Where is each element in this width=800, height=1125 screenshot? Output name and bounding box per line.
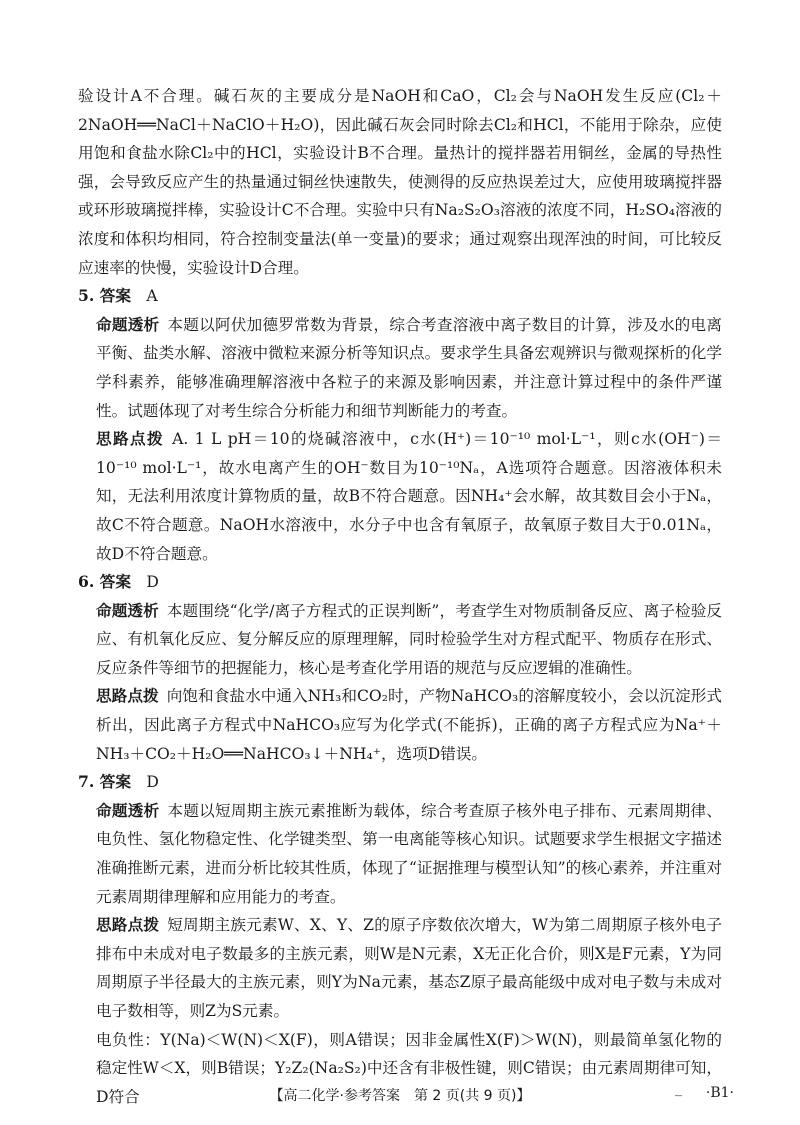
answer-label: 答案 <box>99 287 131 306</box>
q7-number: 7. <box>78 772 95 792</box>
q6-answer-line <box>78 568 722 597</box>
q7-analysis-text: 本题以短周期主族元素推断为载体，综合考查原子核外电子排布、元素周期律、电负性、氢化物稳定性、化学键类型、第一电离能等核心知识。试题要求学生根据文字描述准确推断元素，进而分析比较其性质，体现了“证据推理与模型认知”的核心素养，并注重对元素周期律理解和应用能力的考查。 <box>96 801 722 906</box>
q5-hint <box>78 425 722 568</box>
footer-title: 【高二化学·参考答案 第 2 页(共 9 页)】 <box>269 1088 531 1104</box>
q5-answer-line <box>78 282 722 311</box>
q5-analysis <box>78 311 722 425</box>
q7-hint-text: 短周期主族元素W、X、Y、Z的原子序数依次增大，W为第二周期原子核外电子排布中未成对电子数最多的主族元素，则W是N元素，X无正化合价，则X是F元素，Y为同周期原子半径最大的主族元素，则Y为Na元素，基态Z原子最高能级中成对电子数与未成对电子数相等，则Z为S元素。 <box>96 916 722 1020</box>
footer-code: ·B1· <box>705 1085 734 1101</box>
page-footer <box>0 1081 800 1105</box>
hint-label: 思路点拨 <box>96 916 160 935</box>
q6-analysis <box>78 597 722 683</box>
analysis-label: 命题透析 <box>96 315 160 334</box>
footer-dash: _ <box>675 1081 682 1097</box>
q7-answer: D <box>146 773 159 792</box>
q5-answer: A <box>146 287 158 306</box>
answer-label: 答案 <box>99 573 131 592</box>
q6-hint-text: 向饱和食盐水中通入NH₃和CO₂时，产物NaHCO₃的溶解度较小，会以沉淀形式析出，因此离子方程式中NaHCO₃应写为化学式(不能拆)，正确的离子方程式应为Na⁺＋NH₃＋CO₂＋H₂O══NaHCO₃↓＋NH₄⁺，选项D错误。 <box>96 687 722 763</box>
hint-label: 思路点拨 <box>96 687 159 706</box>
hint-label: 思路点拨 <box>96 430 165 449</box>
q6-number: 6. <box>78 572 95 592</box>
q7-hint <box>78 911 722 1025</box>
q7-hint-tail: 电负性：Y(Na)＜W(N)＜X(F)，则A错误；因非金属性X(F)＞W(N)，则最简单氢化物的稳定性W＜X，则B错误；Y₂Z₂(Na₂S₂)中还含有非极性键，则C错误；由元素周期律可知，D符合 <box>96 1030 722 1106</box>
q5-analysis-text: 本题以阿伏加德罗常数为背景，综合考查溶液中离子数目的计算，涉及水的电离平衡、盐类水解、溶液中微粒来源分析等知识点。要求学生具备宏观辨识与微观探析的化学学科素养，能够准确理解溶液中各粒子的来源及影响因素，并注意计算过程中的条件严谨性。试题体现了对考生综合分析能力和细节判断能力的考查。 <box>96 315 722 420</box>
analysis-label: 命题透析 <box>96 601 159 620</box>
analysis-label: 命题透析 <box>96 801 160 820</box>
answer-label: 答案 <box>99 773 131 792</box>
q6-answer: D <box>146 573 159 592</box>
q6-hint <box>78 682 722 768</box>
q7-answer-line <box>78 768 722 797</box>
q6-analysis-text: 本题围绕“化学/离子方程式的正误判断”，考查学生对物质制备反应、离子检验反应、有机氧化反应、复分解反应的原理理解，同时检验学生对方程式配平、物质存在形式、反应条件等细节的把握能力，核心是考查化学用语的规范与反应逻辑的准确性。 <box>96 601 722 677</box>
q4-continuation: 验设计A不合理。碱石灰的主要成分是NaOH和CaO，Cl₂会与NaOH发生反应(Cl₂＋2NaOH══NaCl＋NaClO＋H₂O)，因此碱石灰会同时除去Cl₂和HCl，不能用于除杂，应使用饱和食盐水除Cl₂中的HCl，实验设计B不合理。量热计的搅拌器若用铜丝，金属的导热性强，会导致反应产生的热量通过铜丝快速散失，使测得的反应热误差过大，应使用玻璃搅拌器或环形玻璃搅拌棒，实验设计C不合理。实验中只有Na₂S₂O₃溶液的浓度不同，H₂SO₄溶液的浓度和体积均相同，符合控制变量法(单一变量)的要求；通过观察出现浑浊的时间，可比较反应速率的快慢，实验设计D合理。 <box>78 87 722 277</box>
q5-number: 5. <box>78 286 95 306</box>
q5-hint-text: A. 1 L pH＝10的烧碱溶液中，c水(H⁺)＝10⁻¹⁰ mol·L⁻¹，则c水(OH⁻)＝10⁻¹⁰ mol·L⁻¹，故水电离产生的OH⁻数目为10⁻¹⁰Nₐ，A选项符合题意。因溶液体积未知，无法利用浓度计算物质的量，故B不符合题意。因NH₄⁺会水解，故其数目会小于Nₐ，故C不符合题意。NaOH水溶液中，水分子中也含有氧原子，故氧原子数目大于0.01Nₐ，故D不符合题意。 <box>96 430 722 563</box>
q7-analysis <box>78 797 722 911</box>
